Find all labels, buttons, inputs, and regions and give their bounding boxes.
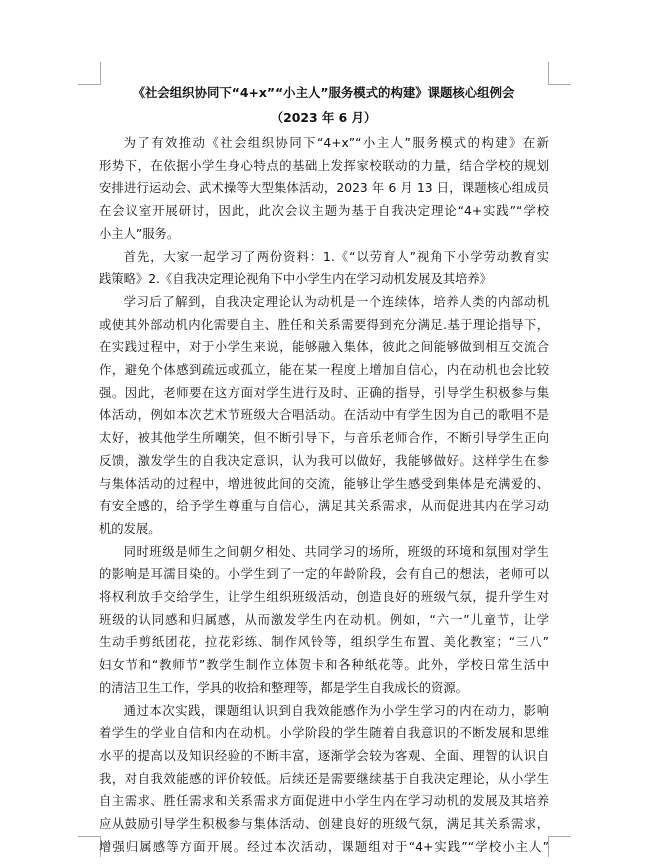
text-line: 的影响是耳濡目染的。小学生到了一定的年龄阶段，会有自己的想法，老师可以 [99, 567, 549, 582]
crop-mark-bottom-left [78, 836, 101, 857]
text-line: 机的发展。 [99, 521, 161, 536]
paragraph-3 [99, 291, 549, 541]
text-line: 应从鼓励引导学生积极参与集体活动、创建良好的班级气氛，满足其关系需求， [99, 817, 549, 832]
text-line: 我，对自我效能感的评价较低。后续还是需要继续基于自我决定理论，从小学生 [99, 771, 549, 786]
paragraph-5 [99, 700, 549, 859]
document-date: （2023 年 6 月） [270, 110, 377, 125]
crop-mark-top-right [548, 62, 571, 85]
paragraph-1 [99, 132, 549, 246]
text-line: 强。因此，老师要在这方面对学生进行及时、正确的指导，引导学生积极参与集 [99, 385, 549, 400]
document-title: 《社会组织协同下“4+x”“小主人”服务模式的构建》课题核心组例会 [132, 85, 515, 100]
text-line: 妇女节和“教师节”教学生制作立体贺卡和各种纸花等。此外，学校日常生活中 [99, 658, 549, 673]
text-line: 或使其外部动机内化需要自主、胜任和关系需要得到充分满足.基于理论指导下， [99, 317, 549, 332]
text-line: 同时班级是师生之间朝夕相处、共同学习的场所，班级的环境和氛围对学生 [123, 544, 549, 559]
text-line: 学习后了解到，自我决定理论认为动机是一个连续体，培养人类的内部动机 [123, 294, 549, 309]
crop-mark-bottom-right [548, 836, 571, 857]
text-line: 在会议室开展研讨，因此，此次会议主题为基于自我决定理论“4+实践”“学校 [99, 204, 549, 219]
text-line: 太好，被其他学生所嘲笑，但不断引导下，与音乐老师合作，不断引导学生正向 [99, 431, 549, 446]
text-line: 水平的提高以及知识经验的不断丰富，逐渐学会较为客观、全面、理智的认识自 [99, 748, 549, 763]
paragraph-4 [99, 541, 549, 700]
text-line: 首先，大家一起学习了两份资料：1.《“以劳育人”视角下小学劳动教育实 [123, 249, 549, 264]
text-line: 形势下，在依据小学生身心特点的基础上发挥家校联动的力量，结合学校的规划 [99, 158, 549, 173]
text-line: 反馈，激发学生的自我决定意识，认为我可以做好，我能够做好。这样学生在参 [99, 453, 549, 468]
text-line: 通过本次实践，课题组认识到自我效能感作为小学生学习的内在动力，影响 [123, 703, 549, 718]
text-line: 小主人”服务。 [99, 226, 180, 241]
text-line: 的清洁卫生工作，学具的收拾和整理等，都是学生自我成长的资源。 [99, 680, 468, 695]
crop-mark-top-left [78, 62, 101, 85]
paragraph-2 [99, 246, 549, 291]
text-line: 增强归属感等方面开展。经过本次活动，课题组对于“4+实践”“学校小主人” [99, 839, 549, 854]
text-line: 体活动，例如本次艺术节班级大合唱活动。在活动中有学生因为自己的歌唱不是 [99, 408, 549, 423]
document-body [99, 132, 549, 859]
text-line: 着学生的学业自信和内在动机。小学阶段的学生随着自我意识的不断发展和思维 [99, 726, 549, 741]
text-line: 有安全感的，给予学生尊重与自信心，满足其关系需求，从而促进其内在学习动 [99, 499, 549, 514]
text-line: 生动手剪纸团花，拉花彩练、制作风铃等，组织学生布置、美化教室；“三八” [99, 635, 549, 650]
text-line: 班级的认同感和归属感，从而激发学生内在动机。例如，“六一”儿童节，让学 [99, 612, 549, 627]
text-line: 为了有效推动《社会组织协同下“4+x”“小主人”服务模式的构建》在新 [123, 136, 549, 150]
text-line: 安排进行运动会、武术操等大型集体活动，2023 年 6 月 13 日，课题核心组成员 [99, 181, 549, 196]
text-line: 作，避免个体感到疏远或孤立，能在某一程度上增加自信心，内在动机也会比较 [99, 363, 549, 378]
text-line: 在实践过程中，对于小学生来说，能够融入集体，彼此之间能够做到相互交流合 [99, 340, 549, 355]
text-line: 与集体活动的过程中，增进彼此间的交流，能够让学生感受到集体是充满爱的、 [99, 476, 549, 491]
text-line: 将权利放手交给学生，让学生组织班级活动，创造良好的班级气氛，提升学生对 [99, 590, 549, 605]
text-line: 自主需求、胜任需求和关系需求方面促进中小学生内在学习动机的发展及其培养 [99, 794, 549, 809]
text-line: 践策略》2.《自我决定理论视角下中小学生内在学习动机发展及其培养》 [99, 272, 492, 287]
